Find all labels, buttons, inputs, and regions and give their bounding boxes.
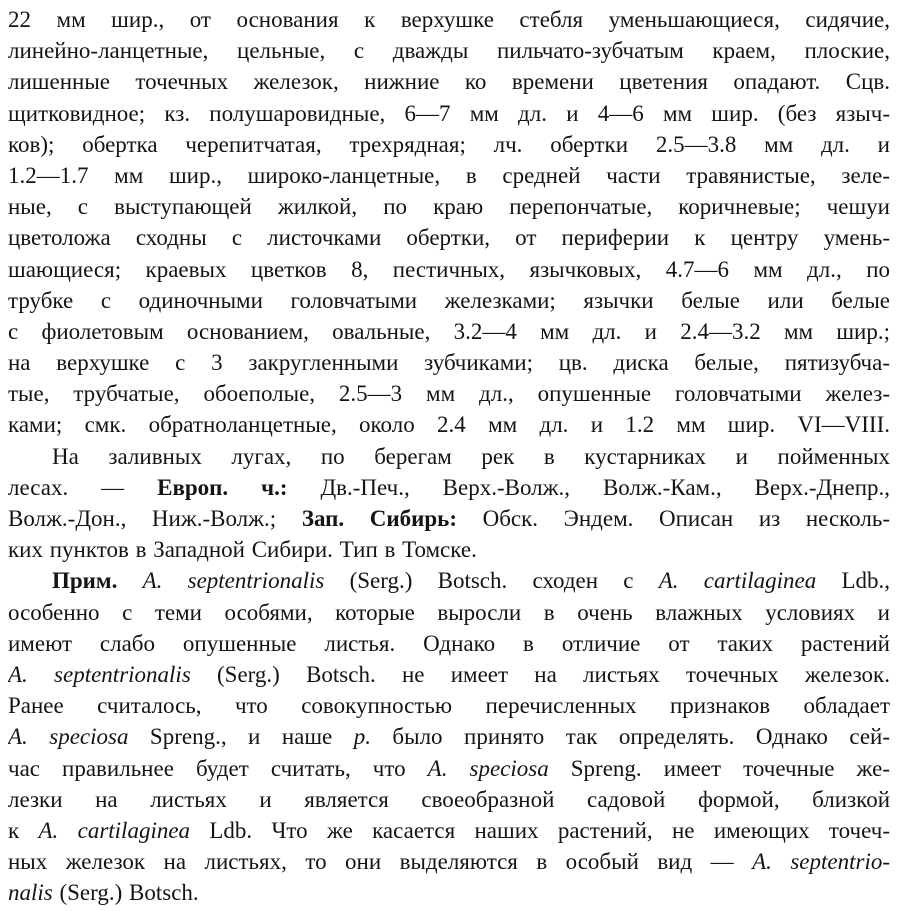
text-run-plain: лишенные точечных железок, нижние ко времени цветения опадают. Сцв. xyxy=(8,69,890,95)
text-line xyxy=(8,191,890,222)
text-run-plain: ков); обертка черепитчатая, трехрядная; лч. обертки 2.5—3.8 мм дл. и xyxy=(8,131,890,157)
text-run-plain: ками; смк. обратноланцетные, около 2.4 мм дл. и 1.2 мм шир. VI—VIII. xyxy=(8,412,890,438)
text-run-plain: было принято так определять. Однако сей- xyxy=(370,724,890,750)
text-run-italic: A. speciosa xyxy=(8,724,129,750)
text-line xyxy=(8,160,890,191)
text-run-bold: Зап. Сибирь: xyxy=(301,506,457,531)
text-line xyxy=(8,721,890,752)
text-line xyxy=(8,690,890,721)
text-run-bold: Европ. ч.: xyxy=(157,474,288,500)
text-run-plain: лесах. — xyxy=(8,474,158,500)
text-run-plain: Ldb., xyxy=(816,568,890,594)
text-run-plain: линейно-ланцетные, цельные, с дважды пильчато-зубчатым краем, плоские, xyxy=(8,38,890,64)
text-run-plain: трубке с одиночными головчатыми железками; язычки белые или белые xyxy=(8,287,890,313)
text-line xyxy=(8,628,890,659)
text-line xyxy=(8,98,890,129)
text-run-plain: щитковидное; кз. полушаровидные, 6—7 мм дл. и 4—6 мм шир. (без языч- xyxy=(8,100,890,126)
text-line xyxy=(8,815,890,846)
text-run-plain: Волж.-Дон., Ниж.-Волж.; xyxy=(8,506,302,531)
text-run-plain: Обск. Эндем. Описан из несколь- xyxy=(457,506,890,531)
text-run-italic: р. xyxy=(353,724,371,750)
text-run-italic: A. speciosa xyxy=(427,755,549,781)
text-run-italic: A. cartilaginea xyxy=(38,817,191,843)
text-run-plain: цветоложа сходны с листочками обертки, от периферии к центру умень- xyxy=(8,225,890,251)
text-run-plain: лезки на листьях и является своеобразной садовой формой, близкой xyxy=(8,786,890,812)
text-line xyxy=(8,316,890,347)
text-line xyxy=(8,753,890,784)
text-run-italic: A. cartilaginea xyxy=(658,568,817,594)
text-line xyxy=(8,784,890,815)
text-line xyxy=(8,877,890,908)
text-line xyxy=(8,534,890,565)
text-line xyxy=(8,222,890,253)
text-line xyxy=(8,846,890,877)
text-run-plain: Spreng. имеет точечные же- xyxy=(548,755,890,781)
text-line xyxy=(8,35,890,66)
text-run-plain: с фиолетовым основанием, овальные, 3.2—4 мм дл. и 2.4—3.2 мм шир.; xyxy=(8,318,890,344)
text-line xyxy=(8,409,890,440)
text-run-plain: Дв.-Печ., Верх.-Волж., Волж.-Кам., Верх.-Днепр., xyxy=(287,474,890,500)
text-line xyxy=(8,597,890,628)
text-line xyxy=(8,659,890,690)
text-run-italic: A. septentrionalis xyxy=(8,661,191,687)
text-run-plain: ких пунктов в Западной Сибири. Тип в Томске. xyxy=(8,537,477,563)
text-line xyxy=(8,503,890,534)
text-line xyxy=(8,565,890,596)
text-run-plain: Ldb. Что же касается наших растений, не имеющих точеч- xyxy=(190,817,890,843)
text-run-bold: Прим. xyxy=(52,568,143,594)
text-line xyxy=(8,441,890,472)
text-run-italic: nalis xyxy=(8,880,53,906)
text-line xyxy=(8,4,890,35)
text-run-plain: ных железок на листьях, то они выделяются в особый вид — xyxy=(8,849,753,875)
text-run-plain: особенно с теми особями, которые выросли в очень влажных условиях и xyxy=(8,599,890,625)
text-run-italic: A. septentrionalis xyxy=(142,568,325,594)
text-run-plain: (Serg.) Botsch. xyxy=(52,880,199,906)
text-run-plain: шающиеся; краевых цветков 8, пестичных, язычковых, 4.7—6 мм дл., по xyxy=(8,256,890,282)
text-line xyxy=(8,378,890,409)
text-run-plain: 1.2—1.7 мм шир., широко-ланцетные, в средней части травянистые, зеле- xyxy=(8,162,890,188)
text-run-plain: 22 мм шир., от основания к верхушке стебля уменьшающиеся, сидячие, xyxy=(8,7,890,32)
text-run-plain: На заливных лугах, по берегам рек в кустарниках и пойменных xyxy=(52,443,890,469)
text-line xyxy=(8,285,890,316)
text-run-plain: (Serg.) Botsch. не имеет на листьях точечных железок. xyxy=(190,661,890,687)
text-run-plain: на верхушке с 3 закругленными зубчиками; цв. диска белые, пятизубча- xyxy=(8,350,890,376)
text-run-plain: имеют слабо опушенные листья. Однако в отличие от таких растений xyxy=(8,630,890,656)
text-line xyxy=(8,472,890,503)
text-run-plain: к xyxy=(8,817,39,843)
text-run-plain: Ранее считалось, что совокупностью перечисленных признаков обладает xyxy=(8,693,890,719)
text-run-plain: (Serg.) Botsch. сходен с xyxy=(324,568,659,594)
text-line xyxy=(8,66,890,97)
text-run-plain: тые, трубчатые, обоеполые, 2.5—3 мм дл., опушенные головчатыми желез- xyxy=(8,381,890,407)
text-line xyxy=(8,347,890,378)
text-run-plain: ные, с выступающей жилкой, по краю перепончатые, коричневые; чешуи xyxy=(8,194,890,220)
text-run-plain: Spreng., и наше xyxy=(128,724,354,750)
text-line xyxy=(8,254,890,285)
text-line xyxy=(8,129,890,160)
text-run-italic: A. septentrio- xyxy=(752,849,890,875)
text-run-plain: час правильнее будет считать, что xyxy=(8,755,428,781)
